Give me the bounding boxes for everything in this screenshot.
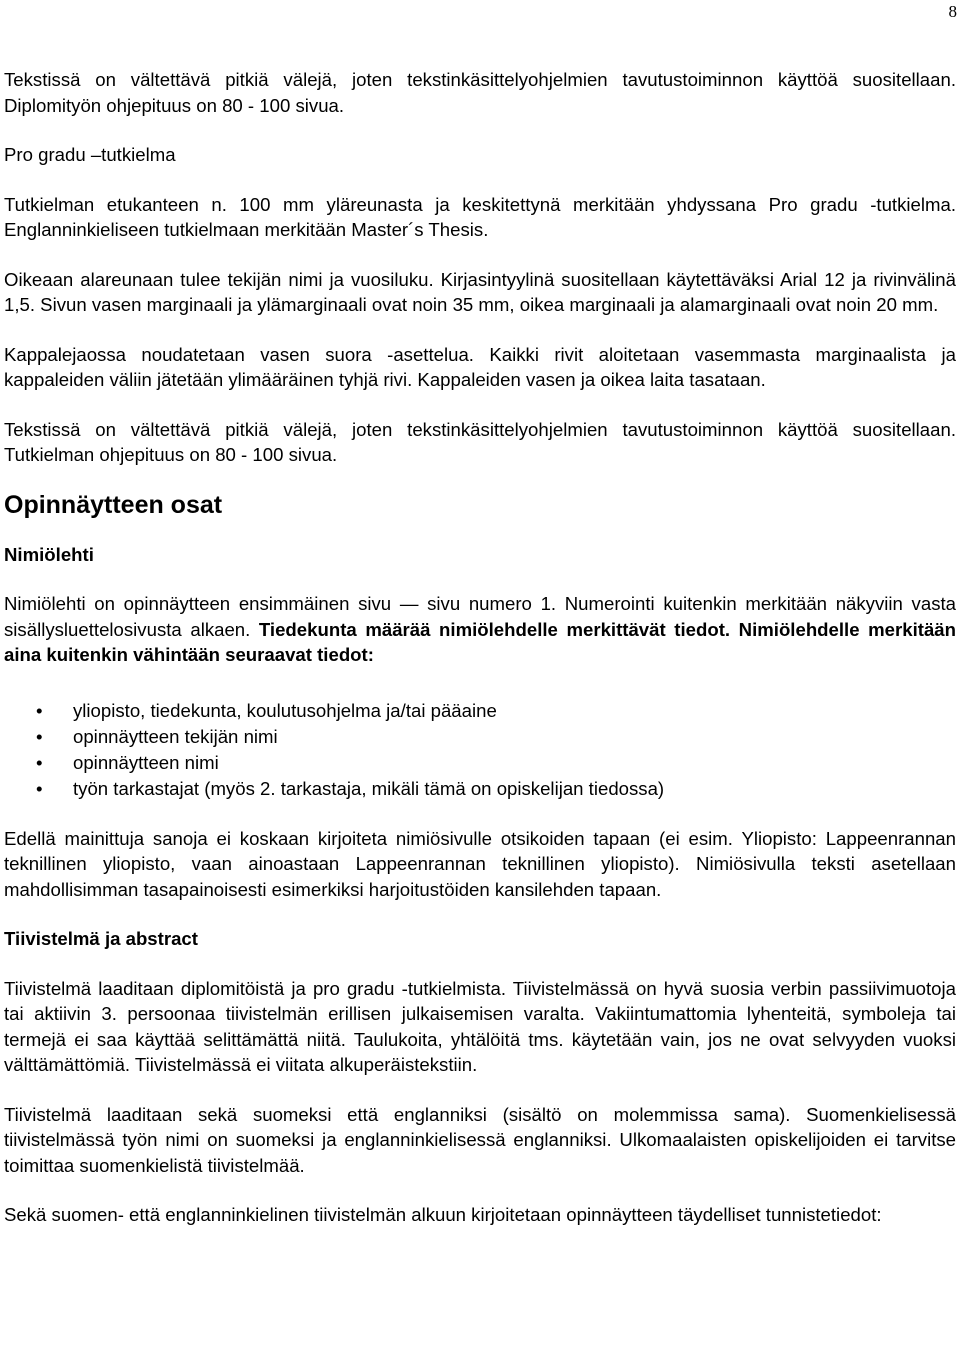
required-info-list — [4, 698, 956, 802]
paragraph-hyphenation-tutkielma: Tekstissä on vältettävä pitkiä välejä, joten tekstinkäsittelyohjelmien tavutustoiminnon käyttöä suositellaan. Tutkielman ohjepituus on 80 - 100 sivua. — [4, 418, 956, 465]
bullet-icon: • — [36, 725, 43, 747]
section-title: Opinnäytteen osat — [4, 490, 223, 519]
bullet-icon: • — [36, 699, 43, 721]
heading-tiivistelma: Tiivistelmä ja abstract — [4, 928, 198, 949]
list-item: • työn tarkastajat (myös 2. tarkastaja, mikäli tämä on opiskelijan tiedossa) — [4, 776, 956, 802]
paragraph-tiivistelma-3: Sekä suomen- että englanninkielinen tiivistelmän alkuun kirjoitetaan opinnäytteen täydelliset tunnistetiedot: — [4, 1204, 882, 1225]
list-item: • opinnäytteen nimi — [4, 750, 956, 776]
paragraph-font-margins: Oikeaan alareunaan tulee tekijän nimi ja vuosiluku. Kirjasintyylinä suositellaan käytettäväksi Arial 12 ja rivinvälinä 1,5. Sivun vasen marginaali ja ylämarginaali ovat noin 35 mm, oikea marginaali ja alamarginaali ovat noin 20 mm. — [4, 268, 956, 315]
page-number: 8 — [948, 2, 957, 21]
paragraph-hyphenation-diplomityo: Tekstissä on vältettävä pitkiä välejä, joten tekstinkäsittelyohjelmien tavutustoiminnon käyttöä suositellaan. Diplomityön ohjepituus on 80 - 100 sivua. — [4, 69, 956, 116]
paragraph-tiivistelma-2: Tiivistelmä laaditaan sekä suomeksi että englanniksi (sisältö on molemmissa sama). Suomenkielisessä tiivistelmässä työn nimi on suomeksi ja englanninkielisessä englanniksi. Ulkomaalaisten opiskelijoiden ei tarvitse toimittaa suomenkielistä tiivistelmää. — [4, 1103, 956, 1176]
page-content — [4, 67, 956, 1228]
bullet-icon: • — [36, 777, 43, 799]
nimiolehti-intro-bold: Tiedekunta määrää nimiölehdelle merkittävät tiedot. Nimiölehdelle merkitään aina kuitenkin vähintään seuraavat tiedot: — [4, 618, 956, 665]
paragraph-layout: Kappalejaossa noudatetaan vasen suora -asettelua. Kaikki rivit aloitetaan vasemmasta marginaalista ja kappaleiden väliin jätetään ylimääräinen tyhjä rivi. Kappaleiden vasen ja oikea laita tasataan. — [4, 343, 956, 390]
bullet-icon: • — [36, 751, 43, 773]
heading-nimiolehti: Nimiölehti — [4, 543, 94, 565]
paragraph-cover: Tutkielman etukanteen n. 100 mm yläreunasta ja keskitettynä merkitään yhdyssana Pro gradu -tutkielma. Englanninkieliseen tutkielmaan merkitään Master´s Thesis. — [4, 193, 956, 240]
paragraph-tiivistelma-1: Tiivistelmä laaditaan diplomitöistä ja pro gradu -tutkielmista. Tiivistelmässä on hyvä suosia verbin passiivimuotoja tai aktiivin 3. persoonaa tiivistelmän erillisen julkaisemisen varalta. Vakiintumattomia lyhenteitä, symboleja tai termejä ei saa käyttää selittämättä niitä. Taulukoita, yhtälöitä tms. käytetään vain, jos ne ovat selvyyden vuoksi välttämättömiä. Tiivistelmässä ei viitata alkuperäistekstiin. — [4, 977, 956, 1075]
paragraph-nimiosivu: Edellä mainittuja sanoja ei koskaan kirjoiteta nimiösivulle otsikoiden tapaan (ei esim. Yliopisto: Lappeenrannan teknillinen yliopisto, vaan ainoastaan Lappeenrannan teknillinen yliopisto). Nimiösivulla teksti asetellaan mahdollisimman tasapainoisesti esimerkiksi harjoitustöiden kansilehden tapaan. — [4, 827, 956, 900]
list-item: • yliopisto, tiedekunta, koulutusohjelma ja/tai pääaine — [4, 698, 956, 724]
list-item: • opinnäytteen tekijän nimi — [4, 724, 956, 750]
heading-pro-gradu: Pro gradu –tutkielma — [4, 144, 176, 165]
nimiolehti-intro-text: Nimiölehti on opinnäytteen ensimmäinen sivu — sivu numero 1. Numerointi kuitenkin merkitään näkyviin vasta sisällysluettelosivusta alkaen. — [4, 593, 956, 640]
paragraph-nimiolehti-intro — [4, 591, 956, 668]
